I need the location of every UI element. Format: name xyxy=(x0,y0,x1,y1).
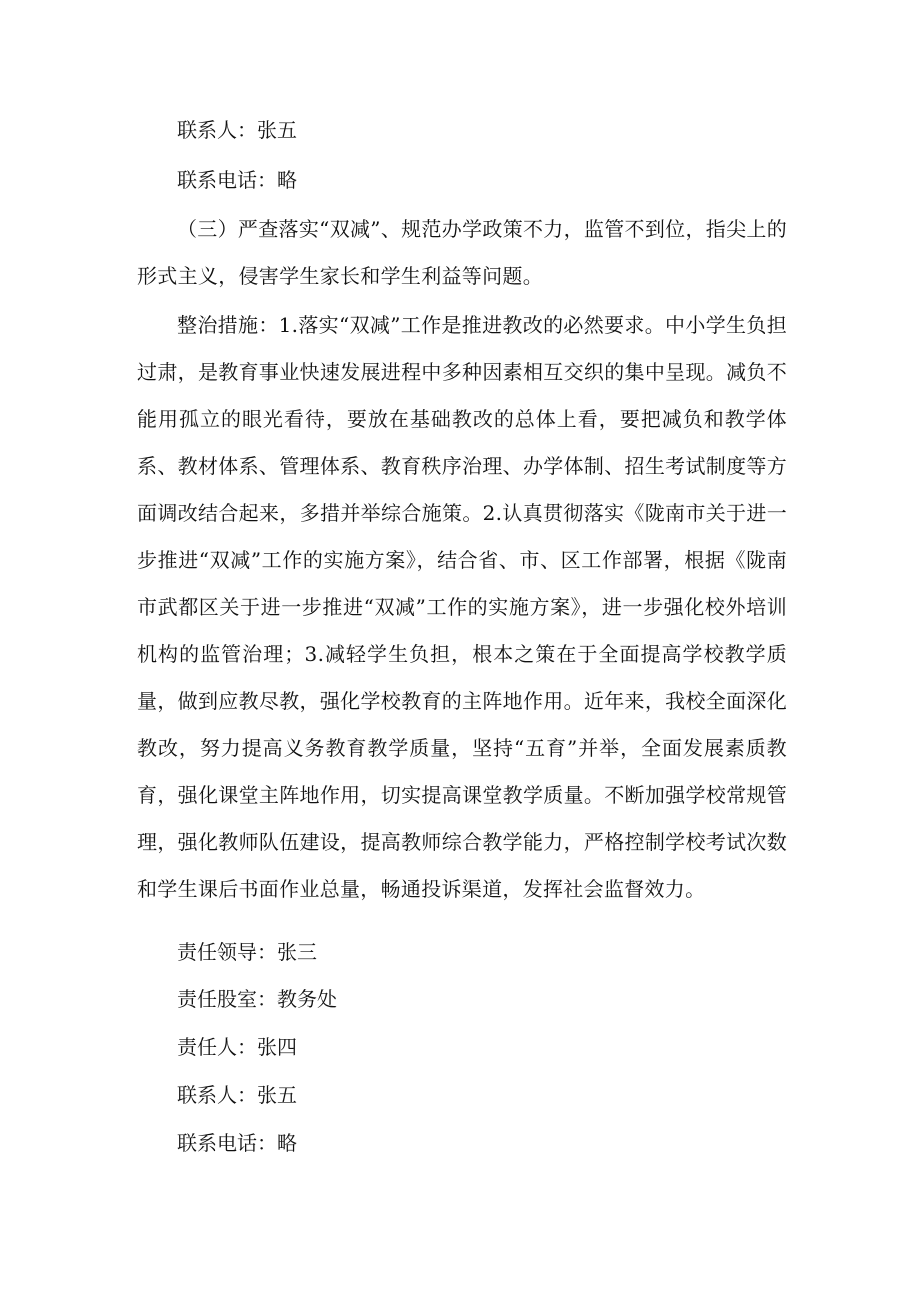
contact-person-line: 联系人：张五 xyxy=(177,1083,297,1107)
section-three-heading: （三）严查落实“双减”、规范办学政策不力，监管不到位，指尖上的形式主义，侵害学生家长和学生利益等问题。 xyxy=(137,217,787,288)
contact-person-line: 联系人：张五 xyxy=(177,118,297,142)
responsible-leader-line: 责任领导：张三 xyxy=(177,940,317,964)
responsible-person-line: 责任人：张四 xyxy=(177,1035,297,1059)
contact-phone-line: 联系电话：略 xyxy=(177,1131,297,1155)
contact-phone-line: 联系电话：略 xyxy=(177,168,297,192)
responsible-office-line: 责任股室：教务处 xyxy=(177,987,337,1011)
rectification-measures-paragraph: 整治措施：1.落实“双减”工作是推进教改的必然要求。中小学生负担过肃，是教育事业快速发展进程中多种因素相互交织的集中呈现。减负不能用孤立的眼光看待，要放在基础教改的总体上看，要把减负和教学体系、教材体系、管理体系、教育秩序治理、办学体制、招生考试制度等方面调改结合起来，多措并举综合施策。2.认真贯彻落实《陇南市关于进一步推进“双减”工作的实施方案》，结合省、市、区工作部署，根据《陇南市武都区关于进一步推进“双减”工作的实施方案》，进一步强化校外培训机构的监管治理；3.减轻学生负担，根本之策在于全面提高学校教学质量，做到应教尽教，强化学校教育的主阵地作用。近年来，我校全面深化教改，努力提高义务教育教学质量，坚持“五育”并举，全面发展素质教育，强化课堂主阵地作用，切实提高课堂教学质量。不断加强学校常规管理，强化教师队伍建设，提高教师综合教学能力，严格控制学校考试次数和学生课后书面作业总量，畅通投诉渠道，发挥社会监督效力。 xyxy=(137,313,787,901)
